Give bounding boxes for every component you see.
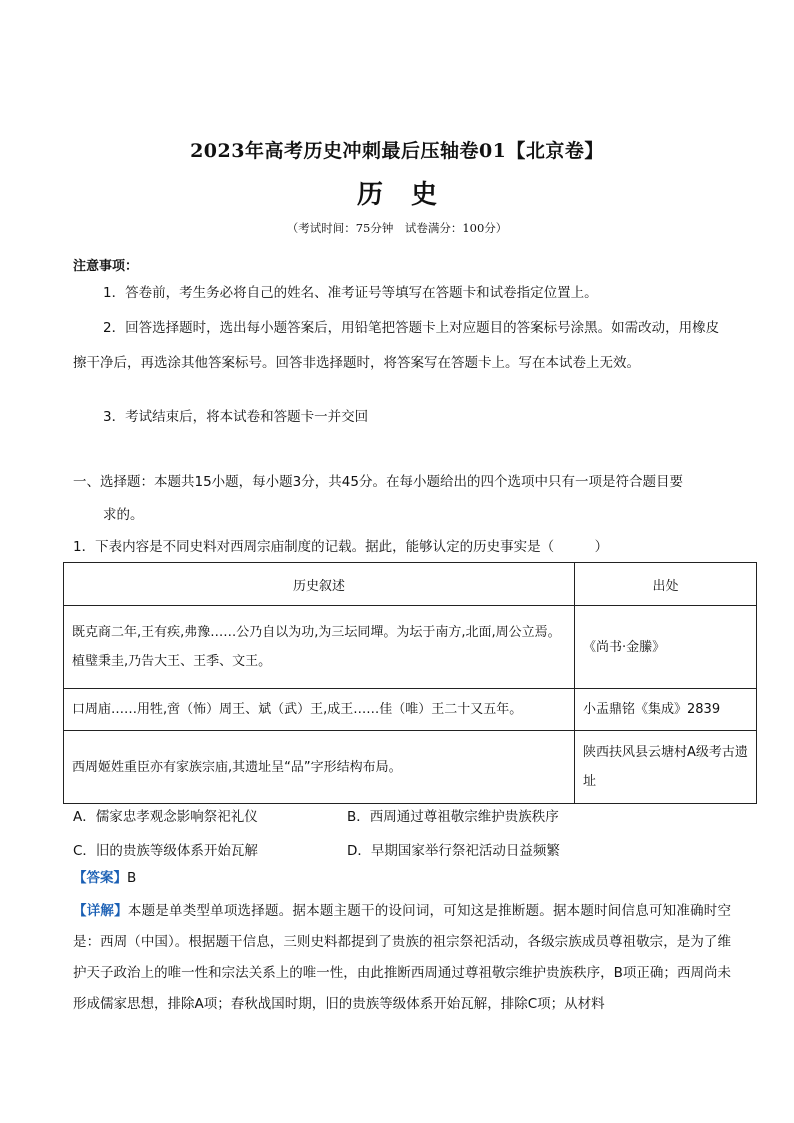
notice-item-2: 2．回答选择题时，选出每小题答案后，用铅笔把答题卡上对应题目的答案标号涂黑。如需改动，用橡皮擦干净后，再选涂其他答案标号。回答非选择题时，将答案写在答题卡上。写在本试卷上无效。 <box>73 320 720 371</box>
detail-text: 本题是单类型单项选择题。据本题主题干的设问词，可知这是推断题。据本题时间信息可知准确时空是：西周（中国）。根据题干信息，三则史料都提到了贵族的祖宗祭祀活动，各级宗族成员尊祖敬宗，是为了维护天子政治上的唯一性和宗法关系上的唯一性，由此推断西周通过尊祖敬宗维护贵族秩序，B项正确；西周尚未形成儒家思想，排除A项；春秋战国时期，旧的贵族等级体系开始瓦解，排除C项；从材料 <box>73 903 732 1012</box>
page-title: 2023年高考历史冲刺最后压轴卷01【北京卷】 <box>190 140 604 162</box>
section-heading-line2: 求的。 <box>103 507 144 523</box>
table-header-source: 出处 <box>575 563 757 606</box>
detail-label: 【详解】 <box>73 903 128 919</box>
table-cell-source: 小盂鼎铭《集成》2839 <box>575 689 757 731</box>
table-header-narrative: 历史叙述 <box>64 563 575 606</box>
section-heading-line1: 一、选择题：本题共15小题，每小题3分，共45分。在每小题给出的四个选项中只有一项是符合题目要 <box>73 474 683 490</box>
option-b: B．西周通过尊祖敬宗维护贵族秩序 <box>347 809 559 825</box>
table-row <box>64 606 757 689</box>
table-header-row <box>64 563 757 606</box>
option-a: A．儒家忠孝观念影响祭祀礼仪 <box>73 809 258 825</box>
exam-info: （考试时间：75分钟 试卷满分：100分） <box>286 221 508 235</box>
table-cell-source: 《尚书·金縢》 <box>575 606 757 689</box>
answer-options <box>73 800 731 868</box>
answer-label: 【答案】 <box>73 870 127 886</box>
table-cell-source: 陕西扶风县云塘村A级考古遗址 <box>575 731 757 804</box>
answer-value: B <box>127 870 137 886</box>
subject-heading: 历史 <box>356 180 465 210</box>
notice-item-1: 1．答卷前，考生务必将自己的姓名、准考证号等填写在答题卡和试卷指定位置上。 <box>103 285 598 301</box>
table-row <box>64 731 757 804</box>
table-row <box>64 689 757 731</box>
option-d: D．早期国家举行祭祀活动日益频繁 <box>347 843 560 859</box>
answer-line <box>73 866 136 886</box>
detail-paragraph <box>73 896 731 1020</box>
notice-item-3: 3．考试结束后，将本试卷和答题卡一并交回 <box>103 409 369 425</box>
option-c: C．旧的贵族等级体系开始瓦解 <box>73 843 258 859</box>
table-cell-narrative: 既克商二年,王有疾,弗豫……公乃自以为功,为三坛同墠。为坛于南方,北面,周公立焉。植璧秉圭,乃告大王、王季、文王。 <box>64 606 575 689</box>
notice-heading: 注意事项： <box>73 259 139 274</box>
history-table <box>63 562 757 804</box>
section-heading <box>73 466 731 532</box>
question-stem: 1．下表内容是不同史料对西周宗庙制度的记载。据此，能够认定的历史事实是（ ） <box>73 539 609 555</box>
table-cell-narrative: 西周姬姓重臣亦有家族宗庙,其遗址呈“品”字形结构布局。 <box>64 731 575 804</box>
table-cell-narrative: 口周庙……用牲,啻（怖）周王、斌（武）王,成王……佳（唯）王二十又五年。 <box>64 689 575 731</box>
